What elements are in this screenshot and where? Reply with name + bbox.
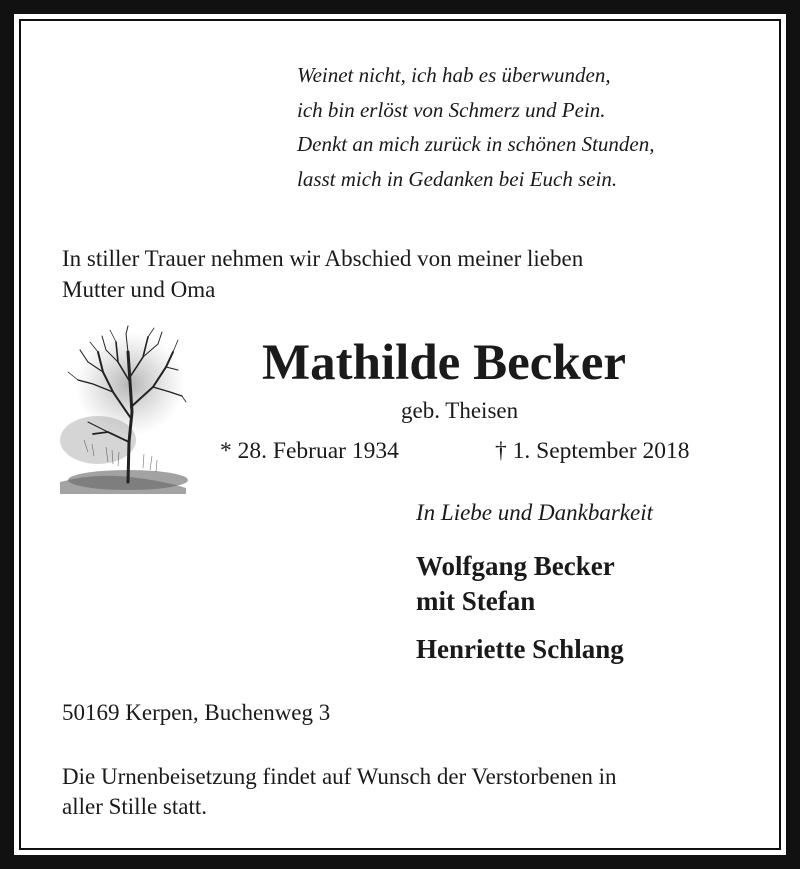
intro-text [62, 243, 583, 305]
tree-illustration-icon [58, 322, 188, 494]
note-line: aller Stille statt. [62, 794, 207, 819]
note-line: Die Urnenbeisetzung findet auf Wunsch der Verstorbenen in [62, 764, 617, 789]
deceased-name: Mathilde Becker [262, 335, 626, 391]
poem-line: ich bin erlöst von Schmerz und Pein. [297, 97, 606, 122]
burial-note [62, 762, 617, 822]
poem-line: Weinet nicht, ich hab es überwunden, [297, 63, 611, 87]
poem-line: Denkt an mich zurück in schönen Stunden, [297, 132, 655, 157]
poem [297, 58, 655, 197]
death-date: † 1. September 2018 [495, 438, 690, 464]
birth-date: * 28. Februar 1934 [220, 438, 399, 464]
dedication: In Liebe und Dankbarkeit [416, 500, 653, 525]
mourner-name: Henriette Schlang [416, 634, 624, 664]
mourners-group [416, 549, 615, 619]
birth-name: geb. Theisen [401, 398, 519, 423]
mourner-name: mit Stefan [416, 586, 536, 616]
intro-line: Mutter und Oma [62, 277, 216, 302]
address: 50169 Kerpen, Buchenweg 3 [62, 700, 331, 725]
poem-line: lasst mich in Gedanken bei Euch sein. [297, 167, 618, 192]
mourner-name: Wolfgang Becker [416, 551, 615, 581]
intro-line: In stiller Trauer nehmen wir Abschied von meiner lieben [62, 246, 584, 271]
